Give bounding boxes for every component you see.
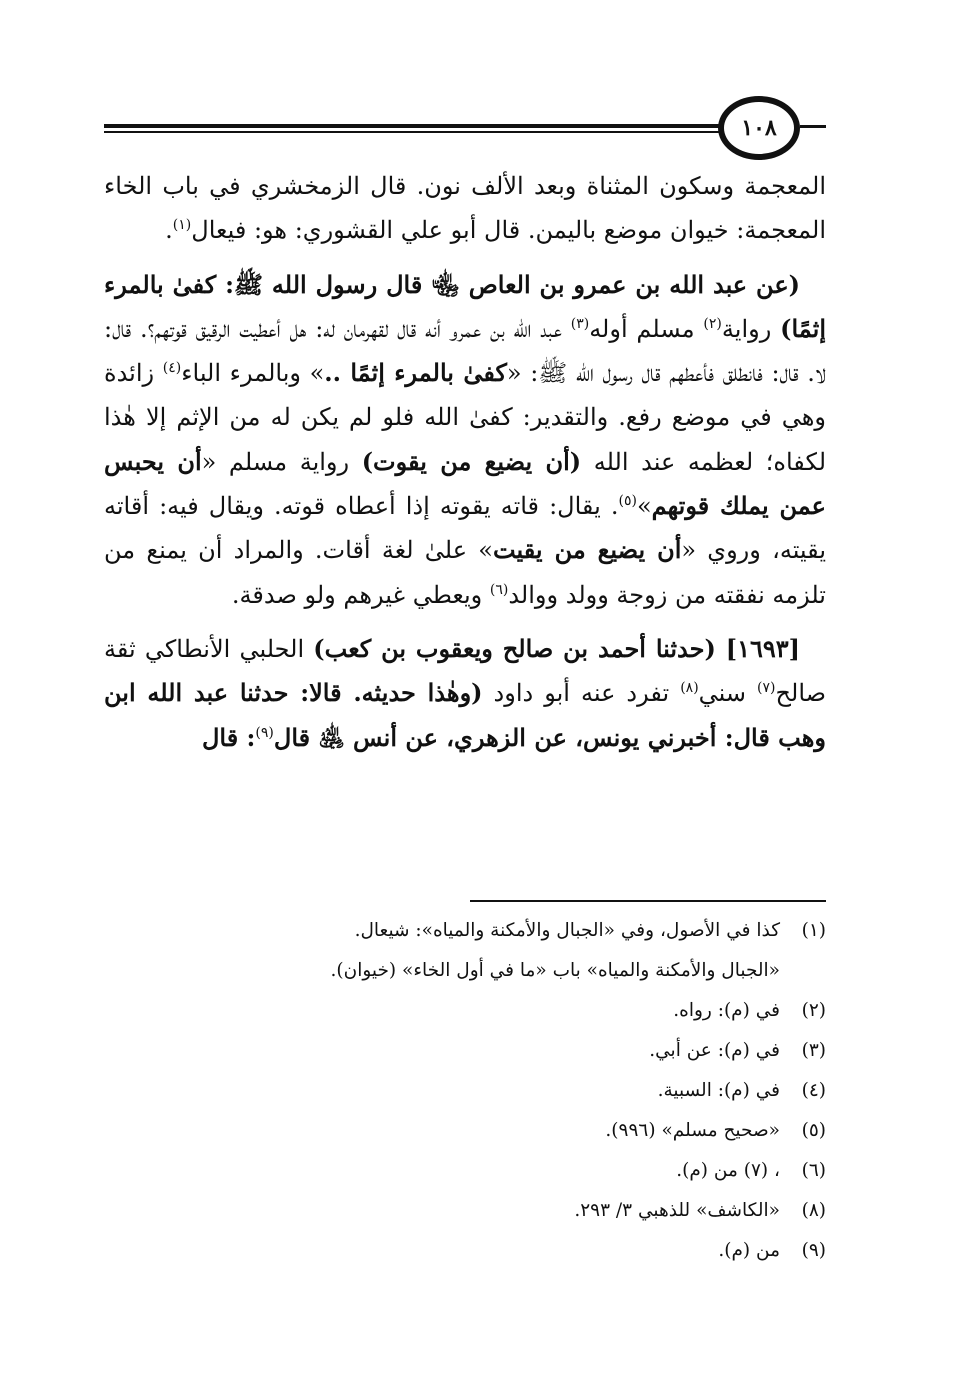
text-run: ويعطي غيرهم ولو صدقة. (231, 580, 490, 609)
hadith-text: (عن عبد الله بن عمرو بن العاص ﵄ قال رسول الله ﷺ: كفىٰ بالمرء إثمًا) (104, 269, 826, 343)
footnote-number: (٨) (801, 1200, 826, 1221)
text-run: زائدة وهي في موضع رفع. والتقدير: كفىٰ الله فلو لم يكن له من الإثم إلا هٰذا لكفاه؛ لعظمه عند الله (104, 359, 827, 476)
page-number: ١٠٨ (741, 115, 777, 141)
footnote-text: كذا في الأصول، وفي «الجبال والأمكنة والمياه»: شيعال. (354, 920, 780, 941)
paragraph-3 (104, 627, 826, 760)
text-run: المعجمة وسكون المثناة وبعد الألف نون. قال الزمخشري في باب الخاء (104, 172, 826, 200)
text-run: » علىٰ لغة أقات. والمراد أن يمنع من تلزمه نفقته من زوجة وولد ووالد (104, 536, 826, 609)
hadith-text: (أن يضيع من يقوت) (361, 446, 582, 476)
footnote-ref: (٥) (618, 493, 637, 510)
footnote-item (104, 1071, 826, 1111)
text-run: الحلبي الأنطاكي ثقة صالح (104, 634, 827, 708)
footnote-ref: (٢) (703, 315, 722, 332)
footnote-text: من (م). (718, 1240, 780, 1261)
footnote-number: (٢) (801, 1000, 826, 1021)
text-run: رواية مسلم « (201, 447, 362, 476)
footnote-item (104, 1111, 826, 1151)
footnote-text: في (م): عن أبي. (649, 1040, 780, 1061)
header-rule-thick (104, 124, 720, 128)
footnote-ref: (٩) (255, 724, 274, 741)
footnote-text: في (م): رواه. (673, 1000, 780, 1021)
footnote-ref: (٧) (757, 680, 776, 697)
hadith-text: : قال (201, 722, 256, 752)
footnotes (104, 911, 826, 1271)
text-run: سني (698, 679, 758, 708)
paragraph-1 (104, 164, 826, 253)
footnote-ref: (٨) (680, 680, 699, 697)
hadith-text: أن يحبس عمن يملك قوتهم (104, 446, 826, 521)
text-run: المعجمة: خيوان موضع باليمن. قال أبو علي القشوري: هو: فيعال (191, 216, 826, 245)
footnote-separator (470, 900, 826, 902)
footnote-item (104, 1151, 826, 1191)
header-rule-right (800, 125, 826, 128)
text-run: عبد الله بن عمرو أنه قال لقهرمان له: هل أعطيت الرقيق قوتهم؟. قال: لا. قال: فانطلق فأعطهم قال رسول الله ﷺ: « (104, 314, 827, 388)
header-rule-thin (104, 131, 720, 133)
text-run: » وبالمرء الباء (181, 359, 325, 388)
hadith-text: [١٦٩٣] (حدثنا أحمد بن صالح ويعقوب بن كعب) (313, 633, 801, 663)
hadith-text: أن يضيع من يقيت (492, 535, 682, 565)
footnote-item (104, 1191, 826, 1231)
footnote-text: ، (٧) من (م). (676, 1160, 780, 1181)
footnote-ref: (٦) (489, 581, 509, 598)
text-run: مسلم أوله (589, 314, 704, 343)
main-text (104, 164, 826, 760)
text-run: . (165, 216, 173, 245)
footnote-number: (٤) (801, 1080, 826, 1101)
hadith-text: (وهٰذا حديثه. قالا: حدثنا عبد الله ابن وهب قال: أخبرني يونس، عن الزهري، عن أنس ﵁ قال (104, 678, 826, 752)
hadith-text: كفىٰ بالمرء إثمًا .. (324, 358, 507, 388)
footnote-number: (٩) (801, 1240, 826, 1261)
page-number-oval (718, 96, 800, 160)
text-run: . يقال: قاته يقوته إذا أعطاه قوته. ويقال فيه: أقاته يقيته، وروي « (104, 492, 826, 565)
footnote-item (104, 991, 826, 1031)
paragraph-2 (104, 263, 826, 617)
footnote-ref: (٣) (570, 315, 590, 332)
footnote-number: (٥) (801, 1120, 826, 1141)
footnote-ref: (١) (172, 217, 192, 234)
text-run: رواية (721, 314, 781, 343)
footnote-text: «صحيح مسلم» (٩٩٦). (605, 1120, 780, 1141)
footnote-number: (٣) (801, 1040, 826, 1061)
text-run: » (636, 492, 652, 521)
footnote-text: «الجبال والأمكنة والمياه» باب «ما في أول الخاء» (خيوان). (330, 960, 780, 981)
footnote-number: (٦) (801, 1160, 826, 1181)
text-run: تفرد عنه أبو داود (482, 679, 681, 708)
footnote-text: في (م): السبية. (657, 1080, 780, 1101)
footnote-item (104, 1231, 826, 1271)
footnote-ref: (٤) (162, 360, 182, 377)
footnote-item (104, 911, 826, 951)
footnote-item (104, 1031, 826, 1071)
footnote-number: (١) (801, 920, 826, 941)
footnote-text: «الكاشف» للذهبي ٣/ ٢٩٣. (574, 1200, 780, 1221)
